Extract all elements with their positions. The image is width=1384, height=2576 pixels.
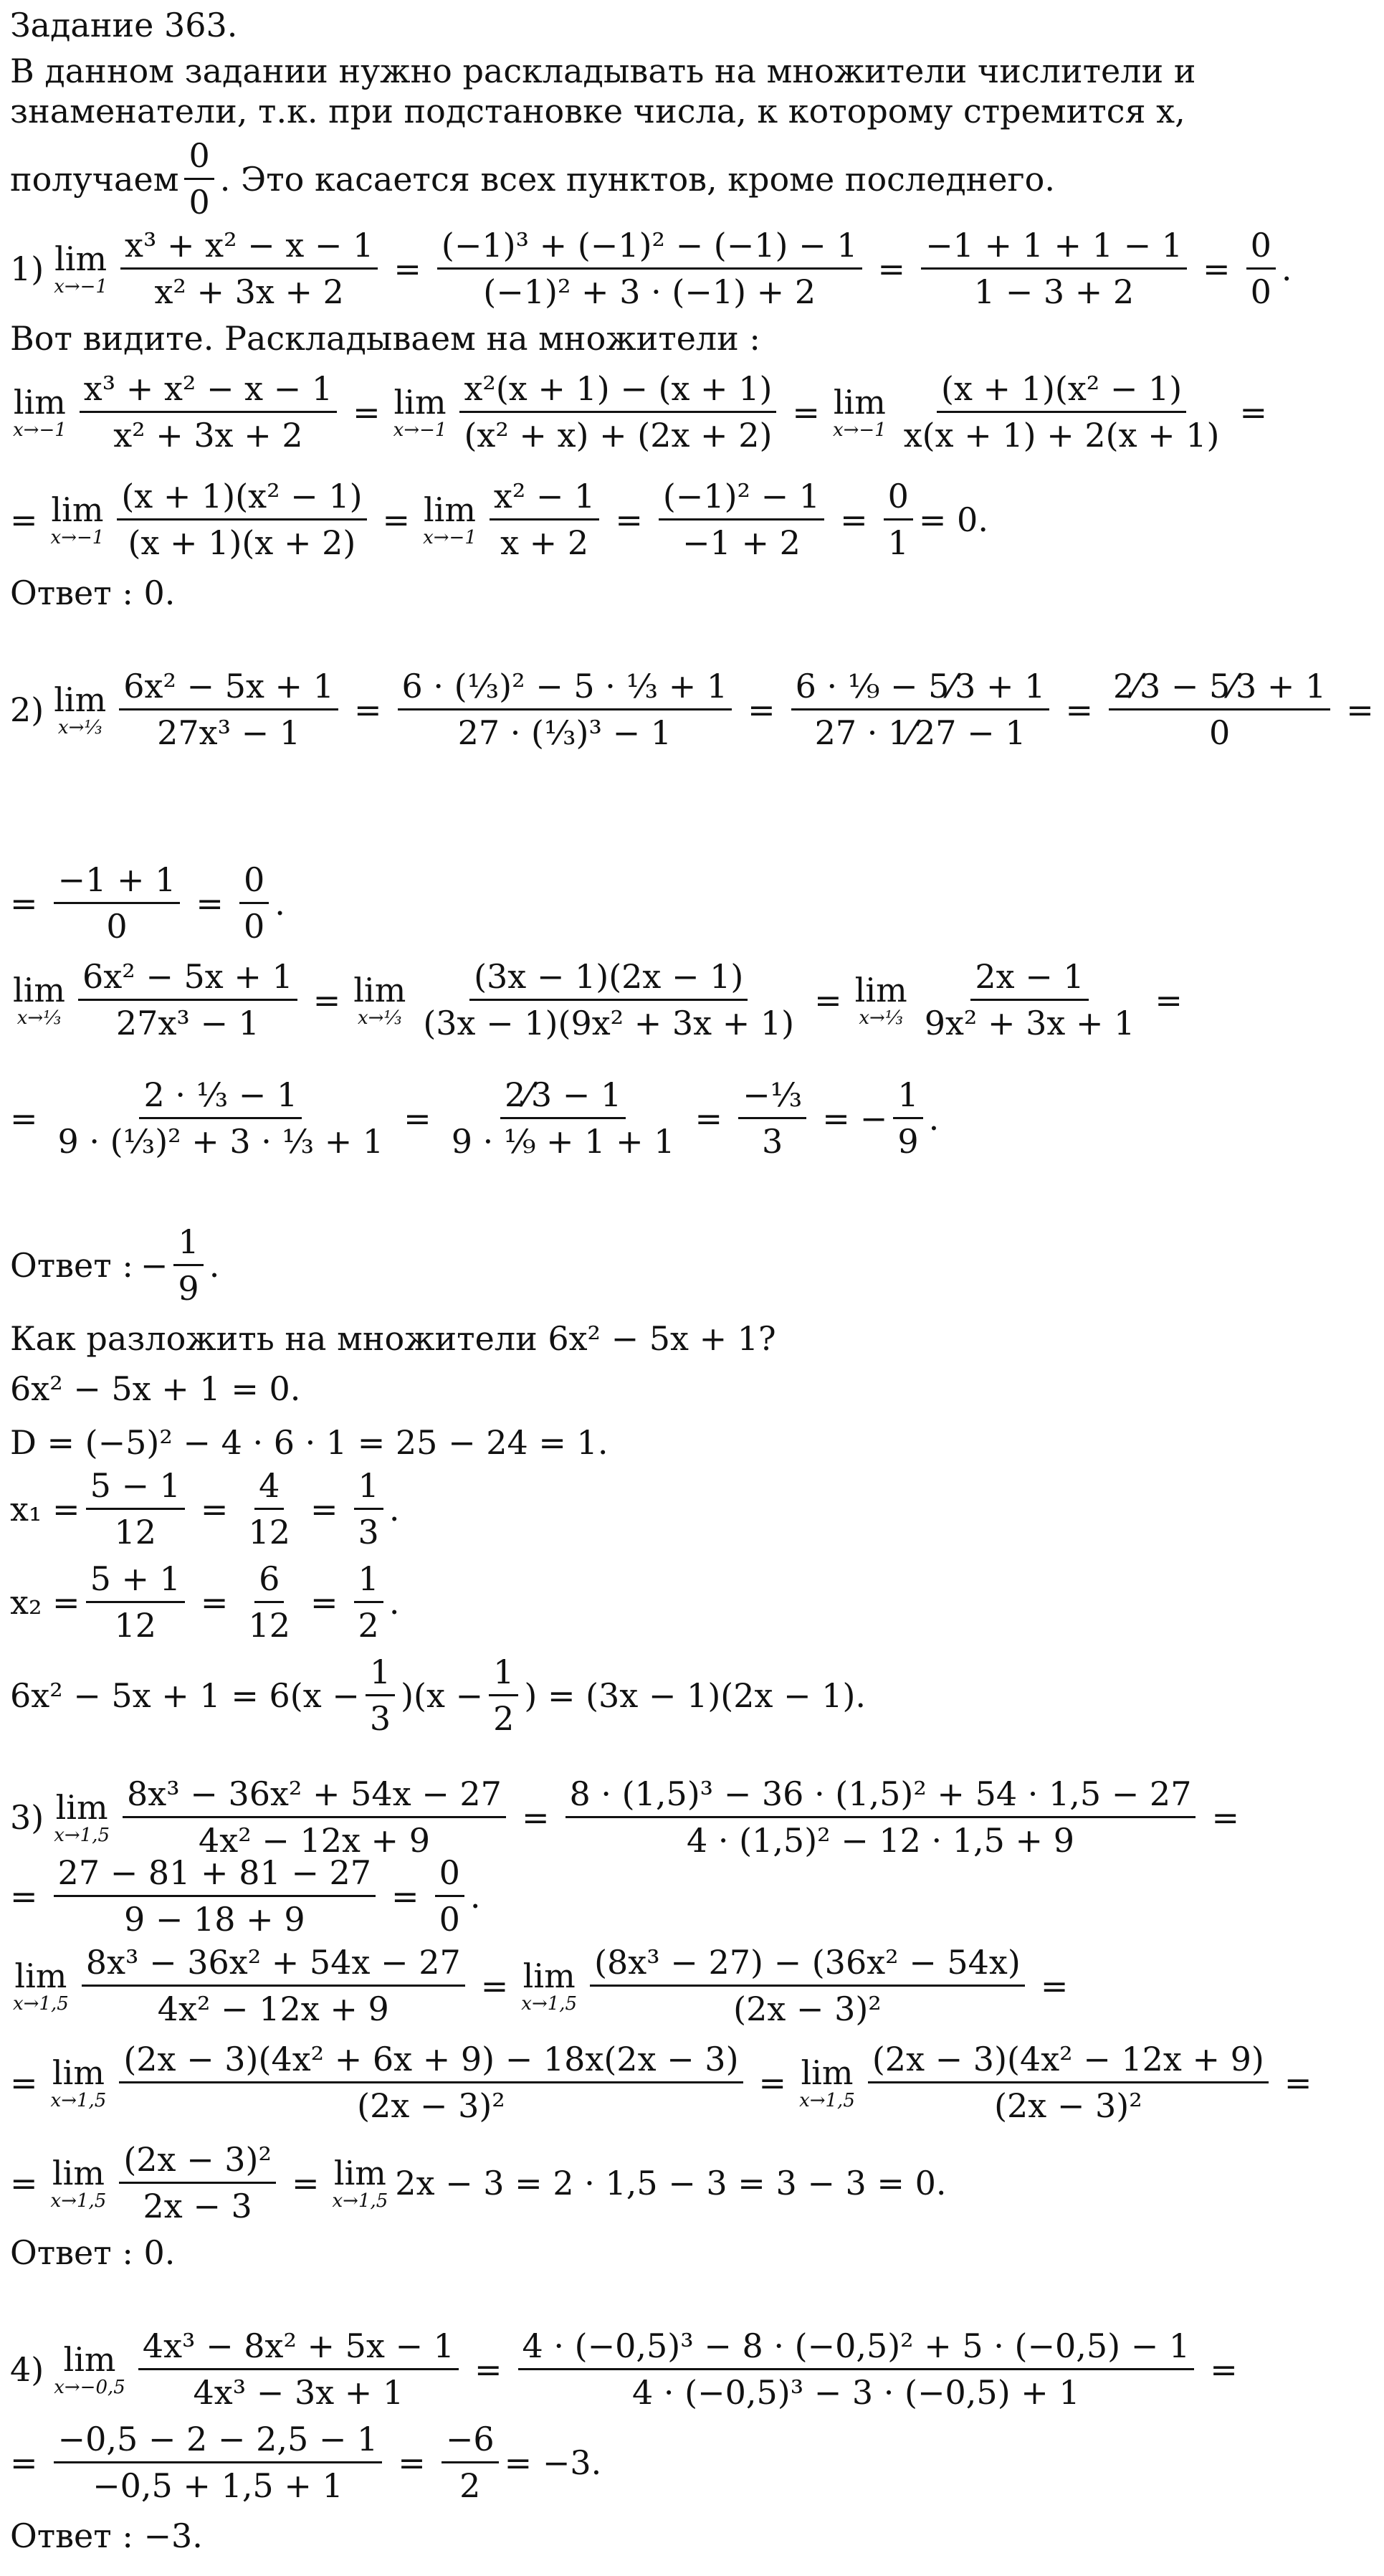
equals-sign: = [840, 500, 868, 539]
fraction-numerator: 2 · ⅓ − 1 [139, 1075, 302, 1119]
limit-word: lim [54, 239, 108, 279]
fraction [244, 1559, 295, 1645]
fraction-denominator: 12 [248, 1606, 290, 1645]
fraction-denominator: −0,5 + 1,5 + 1 [92, 2466, 343, 2506]
fraction [884, 477, 913, 563]
equals-sign: = [291, 2163, 320, 2202]
equals-sign: = [310, 1582, 338, 1622]
math-text: . [209, 1245, 220, 1285]
fraction [738, 1075, 806, 1161]
fraction-denominator: 9 · ⅑ + 1 + 1 [451, 1122, 675, 1161]
fraction-numerator: (x + 1)(x² − 1) [117, 477, 366, 521]
math-text: . [1281, 249, 1292, 288]
fraction [120, 226, 378, 312]
fraction [893, 1075, 922, 1161]
fraction-numerator: 2⁄3 − 1 [500, 1075, 626, 1119]
fraction-denominator: 4x² − 12x + 9 [199, 1821, 430, 1860]
fraction [489, 1653, 518, 1739]
limit-subscript: x→1,5 [54, 1824, 110, 1846]
equals-sign: = [1040, 1966, 1069, 2005]
fraction [659, 477, 824, 563]
fraction-numerator: 4 [254, 1466, 284, 1510]
fraction-numerator: (8x³ − 27) − (36x² − 54x) [590, 1943, 1025, 1987]
fraction-denominator: 3 [369, 1699, 391, 1739]
fraction-numerator: (x + 1)(x² − 1) [937, 369, 1186, 413]
fraction-denominator: 9 − 18 + 9 [123, 1900, 305, 1939]
limit-operator [13, 383, 67, 441]
fraction [354, 1559, 383, 1645]
fraction [54, 1075, 388, 1161]
p3-line-4 [10, 2040, 1322, 2126]
fraction-numerator: (−1)³ + (−1)² − (−1) − 1 [437, 226, 862, 270]
fraction [868, 2040, 1269, 2126]
fraction-numerator: 5 + 1 [86, 1559, 185, 1603]
fraction-numerator: −1 + 1 [54, 860, 181, 904]
intro-text-pre: получаем [10, 159, 179, 199]
fraction-numerator: 1 [893, 1075, 922, 1119]
limit-word: lim [52, 2053, 105, 2093]
fraction-denominator: 4x³ − 3x + 1 [193, 2373, 404, 2413]
fraction-numerator: 8x³ − 36x² + 54x − 27 [82, 1943, 465, 1987]
p1-comment: Вот видите. Раскладываем на множители : [10, 319, 760, 358]
equals-sign: = [758, 2063, 787, 2102]
fraction-numerator: (2x − 3)² [119, 2140, 276, 2184]
task-title: Задание 363. [10, 6, 238, 44]
fraction [80, 369, 337, 455]
limit-word: lim [13, 971, 66, 1010]
math-text: 6x² − 5x + 1 = 6(x − [10, 1676, 360, 1715]
equals-sign: = [200, 1582, 229, 1622]
math-text: x₁ = [10, 1489, 80, 1529]
fraction-denominator: 9 · (⅓)² + 3 · ⅓ + 1 [57, 1122, 384, 1161]
math-text: )(x − [401, 1676, 484, 1715]
p1-label: 1) [10, 249, 44, 288]
equals-sign: = [1065, 690, 1093, 729]
intro-line-1: В данном задании нужно раскладывать на множители числители и [10, 52, 1196, 90]
math-text: Ответ : [10, 1245, 133, 1285]
limit-operator [353, 971, 406, 1029]
math-text: = 0. [918, 500, 988, 539]
equals-sign: = [474, 2349, 502, 2389]
math-text: 2x − 3 = 2 · 1,5 − 3 = 3 − 3 = 0. [395, 2163, 947, 2202]
p2-answer [10, 1222, 219, 1308]
equals-sign: = [398, 2443, 426, 2482]
fraction [78, 957, 297, 1043]
fraction-denominator: 0 [188, 183, 210, 222]
limit-word: lim [854, 971, 907, 1010]
fraction [354, 1466, 383, 1552]
fraction [447, 1075, 679, 1161]
fraction-denominator: 27 · (⅓)³ − 1 [457, 713, 672, 753]
fraction [435, 1853, 464, 1939]
math-text: . [275, 883, 285, 923]
fraction-denominator: 2 [459, 2466, 481, 2506]
fraction-denominator: (3x − 1)(9x² + 3x + 1) [423, 1004, 795, 1043]
p3-line-2 [10, 1853, 481, 1939]
fraction-denominator: (x + 1)(x + 2) [128, 523, 356, 563]
fraction [119, 2040, 743, 2126]
equals-sign: = [200, 1489, 229, 1529]
fraction-denominator: x² + 3x + 2 [154, 272, 344, 312]
fraction [54, 860, 181, 946]
fraction-numerator: 0 [435, 1853, 464, 1897]
limit-operator [833, 383, 887, 441]
equals-sign: = [1203, 249, 1231, 288]
math-text: − [859, 1098, 888, 1138]
p2-root-1 [10, 1466, 399, 1552]
fraction-denominator: 1 [887, 523, 909, 563]
equals-sign: = [404, 1098, 431, 1138]
intro-line-2: знаменатели, т.к. при подстановке числа, к которому стремится x, [10, 92, 1185, 130]
fraction-denominator: 12 [114, 1606, 156, 1645]
fraction-numerator: (2x − 3)(4x² + 6x + 9) − 18x(2x − 3) [119, 2040, 743, 2083]
limit-subscript: x→−1 [832, 419, 887, 441]
fraction [82, 1943, 465, 2029]
fraction [117, 477, 366, 563]
fraction [398, 667, 732, 753]
limit-operator [333, 2154, 388, 2212]
fraction-denominator: 3 [358, 1513, 379, 1552]
fraction [899, 369, 1224, 455]
fraction-denominator: 12 [114, 1513, 156, 1552]
equals-sign: = [391, 1876, 419, 1916]
fraction-numerator: 0 [1246, 226, 1276, 270]
fraction-numerator: 5 − 1 [86, 1466, 185, 1510]
math-text: 2) [10, 690, 44, 729]
limit-subscript: x→−1 [393, 419, 447, 441]
fraction [54, 2420, 383, 2506]
equals-sign: = [382, 500, 411, 539]
p2-line-1 [10, 667, 1384, 753]
fraction-denominator: 27 · 1⁄27 − 1 [814, 713, 1026, 753]
equals-sign: = [1211, 1797, 1240, 1837]
equals-sign: = [480, 1966, 509, 2005]
fraction-numerator: −1 + 1 + 1 − 1 [921, 226, 1187, 270]
limit-subscript: x→⅓ [57, 716, 102, 738]
limit-subscript: x→1,5 [799, 2089, 855, 2111]
equals-sign: = [10, 1876, 38, 1916]
limit-operator [51, 2154, 107, 2212]
fraction-denominator: (2x − 3)² [357, 2086, 505, 2126]
fraction [518, 2327, 1195, 2413]
limit-word: lim [55, 1788, 108, 1828]
limit-operator [855, 971, 907, 1029]
fraction-denominator: 12 [248, 1513, 290, 1552]
fraction-denominator: 2 [493, 1699, 515, 1739]
equals-sign: = [10, 2443, 38, 2482]
limit-subscript: x→1,5 [50, 2190, 107, 2212]
equals-sign: = [10, 883, 38, 923]
fraction-numerator: 6x² − 5x + 1 [78, 957, 297, 1001]
math-text: . [928, 1098, 940, 1138]
intro-line-3 [10, 136, 1055, 222]
fraction-numerator: 2⁄3 − 5⁄3 + 1 [1109, 667, 1330, 710]
limit-subscript: x→−1 [50, 526, 105, 548]
limit-word: lim [51, 490, 104, 530]
fraction-numerator: 1 [489, 1653, 518, 1696]
limit-subscript: x→−1 [54, 275, 108, 298]
limit-word: lim [522, 1957, 576, 1996]
fraction-denominator: −1 + 2 [682, 523, 801, 563]
fraction-numerator: 0 [239, 860, 269, 904]
equals-sign: = [312, 980, 341, 1020]
p2-factorization [10, 1653, 866, 1739]
fraction-denominator: (x² + x) + (2x + 2) [464, 416, 773, 455]
fraction-denominator: 3 [762, 1122, 783, 1161]
fraction-numerator: 4x³ − 8x² + 5x − 1 [138, 2327, 459, 2370]
fraction-numerator: 1 [366, 1653, 395, 1696]
fraction-denominator: (2x − 3)² [994, 2086, 1142, 2126]
limit-operator [423, 490, 477, 548]
math-text: x₂ = [10, 1582, 80, 1622]
fraction-denominator: 27x³ − 1 [115, 1004, 259, 1043]
limit-operator [13, 971, 65, 1029]
fraction [1246, 226, 1276, 312]
limit-word: lim [833, 383, 886, 422]
limit-subscript: x→⅓ [357, 1007, 402, 1029]
zero-over-zero [184, 136, 214, 222]
equals-sign: = [1210, 2349, 1238, 2389]
fraction-numerator: x³ + x² − x − 1 [80, 369, 337, 413]
p1-line-2 [10, 369, 1277, 455]
limit-word: lim [393, 383, 447, 422]
limit-operator [13, 1957, 69, 2015]
fraction-numerator: −⅓ [738, 1075, 806, 1119]
fraction [119, 2140, 276, 2226]
limit-word: lim [54, 680, 107, 720]
equals-sign: = [10, 2063, 38, 2102]
equals-sign: = [353, 690, 382, 729]
fraction [119, 667, 338, 753]
fraction [86, 1559, 185, 1645]
equals-sign: = [310, 1489, 338, 1529]
fraction-numerator: 6 · (⅓)² − 5 · ⅓ + 1 [398, 667, 732, 710]
p2-line-2 [10, 860, 285, 946]
equals-sign: = [393, 249, 421, 288]
fraction-numerator: 4 · (−0,5)³ − 8 · (−0,5)² + 5 · (−0,5) − 1 [518, 2327, 1195, 2370]
limit-word: lim [333, 2154, 386, 2193]
fraction-denominator: 4 · (−0,5)³ − 3 · (−0,5) + 1 [631, 2373, 1080, 2413]
limit-subscript: x→1,5 [521, 1992, 578, 2015]
p3-answer: Ответ : 0. [10, 2233, 176, 2272]
limit-operator [521, 1957, 577, 2015]
limit-operator [54, 2340, 125, 2398]
p2-line-3 [10, 957, 1193, 1043]
equals-sign: = [615, 500, 643, 539]
p4-line-2 [10, 2420, 601, 2506]
limit-subscript: x→⅓ [16, 1007, 62, 1029]
equals-sign: = [792, 392, 820, 432]
equals-sign: = [1284, 2063, 1312, 2102]
fraction-numerator: (2x − 3)(4x² − 12x + 9) [868, 2040, 1269, 2083]
limit-word: lim [63, 2340, 116, 2380]
limit-operator [54, 239, 108, 298]
fraction [442, 2420, 499, 2506]
fraction-denominator: 2 [358, 1606, 379, 1645]
fraction-numerator: 6 · ⅑ − 5⁄3 + 1 [791, 667, 1050, 710]
fraction [437, 226, 862, 312]
limit-operator [54, 1788, 110, 1846]
fraction-numerator: 0 [884, 477, 913, 521]
fraction-numerator: 8 · (1,5)³ − 36 · (1,5)² + 54 · 1,5 − 27 [565, 1774, 1196, 1818]
fraction-numerator: 2x − 1 [970, 957, 1088, 1001]
fraction-numerator: x²(x + 1) − (x + 1) [459, 369, 776, 413]
fraction [173, 1222, 203, 1308]
p3-line-1 [10, 1774, 1249, 1860]
fraction-denominator: x(x + 1) + 2(x + 1) [903, 416, 1220, 455]
limit-subscript: x→−1 [13, 419, 67, 441]
fraction [86, 1466, 185, 1552]
p2-discriminant: D = (−5)² − 4 · 6 · 1 = 25 − 24 = 1. [10, 1423, 609, 1462]
fraction-denominator: 0 [1209, 713, 1231, 753]
fraction-denominator: 2x − 3 [143, 2187, 252, 2226]
fraction-denominator: x + 2 [500, 523, 589, 563]
limit-operator [51, 2053, 107, 2111]
fraction-numerator: x³ + x² − x − 1 [120, 226, 378, 270]
fraction-denominator: 0 [1250, 272, 1271, 312]
fraction [590, 1943, 1025, 2029]
equals-sign: = [10, 500, 38, 539]
math-text: = −3. [504, 2443, 602, 2482]
equals-sign: = [1155, 980, 1183, 1020]
fraction-numerator: 0 [184, 136, 214, 180]
limit-word: lim [801, 2053, 854, 2093]
limit-word: lim [14, 1957, 67, 1996]
limit-word: lim [52, 2154, 105, 2193]
limit-subscript: x→−1 [423, 526, 477, 548]
limit-subscript: x→1,5 [332, 2190, 388, 2212]
equals-sign: = [1239, 392, 1268, 432]
fraction-numerator: 6x² − 5x + 1 [119, 667, 338, 710]
p4-line-1 [10, 2327, 1248, 2413]
math-text: . [469, 1876, 481, 1916]
p1-answer: Ответ : 0. [10, 574, 176, 612]
fraction [921, 226, 1187, 312]
fraction-numerator: −6 [442, 2420, 499, 2463]
equals-sign: = [1346, 690, 1374, 729]
fraction-numerator: 1 [354, 1559, 383, 1603]
limit-operator [54, 680, 106, 738]
equals-sign: = [877, 249, 906, 288]
fraction-denominator: 9 [897, 1122, 919, 1161]
limit-word: lim [353, 971, 406, 1010]
limit-subscript: x→1,5 [13, 1992, 69, 2015]
limit-word: lim [13, 383, 66, 422]
fraction-numerator: 1 [354, 1466, 383, 1510]
fraction-numerator: (−1)² − 1 [659, 477, 824, 521]
fraction-numerator: 8x³ − 36x² + 54x − 27 [123, 1774, 506, 1818]
equals-sign: = [748, 690, 775, 729]
p2-root-2 [10, 1559, 399, 1645]
fraction-denominator: 4 · (1,5)² − 12 · 1,5 + 9 [686, 1821, 1074, 1860]
limit-subscript: x→⅓ [859, 1007, 903, 1029]
limit-operator [393, 383, 447, 441]
p2-how: Как разложить на множители 6x² − 5x + 1? [10, 1319, 776, 1358]
fraction-numerator: 6 [254, 1559, 284, 1603]
fraction [419, 957, 798, 1043]
math-text: . [388, 1489, 400, 1529]
equals-sign: = [695, 1098, 723, 1138]
fraction-numerator: 1 [173, 1222, 203, 1266]
fraction-denominator: 0 [439, 1900, 460, 1939]
p2-line-4 [10, 1075, 939, 1161]
fraction [490, 477, 599, 563]
p3-line-3 [10, 1943, 1078, 2029]
fraction-denominator: (2x − 3)² [733, 1990, 882, 2029]
equals-sign: = [10, 2163, 38, 2202]
equals-sign: = [521, 1797, 550, 1837]
equals-sign: = [822, 1098, 850, 1138]
fraction-denominator: 9 [178, 1269, 199, 1308]
equals-sign: = [814, 980, 842, 1020]
limit-word: lim [423, 490, 476, 530]
fraction [1109, 667, 1330, 753]
limit-operator [799, 2053, 855, 2111]
fraction [244, 1466, 295, 1552]
fraction-denominator: 4x² − 12x + 9 [157, 1990, 389, 2029]
p2-equation: 6x² − 5x + 1 = 0. [10, 1369, 301, 1408]
fraction [138, 2327, 459, 2413]
fraction-numerator: 27 − 81 + 81 − 27 [54, 1853, 376, 1897]
fraction-numerator: x² − 1 [490, 477, 599, 521]
math-text: ) = (3x − 1)(2x − 1). [524, 1676, 867, 1715]
fraction-denominator: 0 [106, 907, 128, 946]
limit-operator [51, 490, 105, 548]
fraction [366, 1653, 395, 1739]
fraction [565, 1774, 1196, 1860]
limit-subscript: x→−0,5 [54, 2376, 125, 2398]
math-text: − [140, 1245, 168, 1285]
p1-line-3 [10, 477, 988, 563]
limit-subscript: x→1,5 [50, 2089, 107, 2111]
equals-sign: = [353, 392, 381, 432]
fraction [791, 667, 1050, 753]
fraction [123, 1774, 506, 1860]
equals-sign: = [196, 883, 224, 923]
fraction-numerator: (3x − 1)(2x − 1) [469, 957, 748, 1001]
fraction-denominator: 9x² + 3x + 1 [924, 1004, 1135, 1043]
fraction-numerator: −0,5 − 2 − 2,5 − 1 [54, 2420, 383, 2463]
fraction-denominator: 0 [243, 907, 265, 946]
intro-text-post: . Это касается всех пунктов, кроме последнего. [219, 159, 1055, 199]
fraction [920, 957, 1140, 1043]
math-text: 3) [10, 1797, 44, 1837]
fraction [54, 1853, 376, 1939]
p1-line-1 [10, 226, 1292, 312]
p3-line-5 [10, 2140, 946, 2226]
equals-sign: = [10, 1098, 38, 1138]
fraction [239, 860, 269, 946]
math-text: 4) [10, 2349, 44, 2389]
p4-answer: Ответ : −3. [10, 2516, 203, 2555]
fraction [459, 369, 776, 455]
fraction-denominator: x² + 3x + 2 [113, 416, 303, 455]
fraction-denominator: 27x³ − 1 [157, 713, 301, 753]
fraction-denominator: 1 − 3 + 2 [973, 272, 1135, 312]
math-text: . [388, 1582, 400, 1622]
fraction-denominator: (−1)² + 3 · (−1) + 2 [483, 272, 816, 312]
